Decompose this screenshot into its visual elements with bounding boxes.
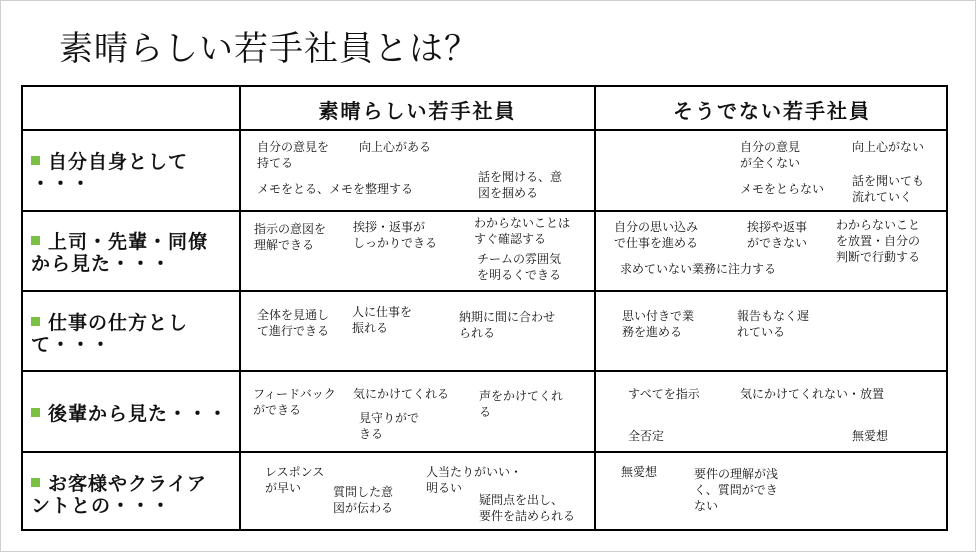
bullet-icon	[31, 317, 40, 326]
row-label-line1: 後輩から見た・・・	[48, 403, 229, 425]
row-divider	[23, 451, 946, 453]
column-divider	[594, 87, 596, 529]
good-trait: 向上心がある	[359, 140, 432, 154]
row-divider	[23, 210, 946, 212]
good-trait: 人当たりがいい・ 明るい	[426, 465, 523, 495]
row-label-line2: ・・・	[31, 173, 92, 195]
good-trait: レスポンス が早い	[265, 465, 325, 495]
slide-title: 素晴らしい若手社員とは？	[59, 29, 479, 69]
bad-trait: 挨拶や返事 ができない	[747, 220, 808, 250]
row-label-line2: ントとの・・・	[31, 495, 172, 517]
row-label-juniors	[31, 403, 236, 425]
good-trait: 人に仕事を 振れる	[352, 305, 413, 335]
good-trait: 全体を見通し て進行できる	[257, 308, 330, 338]
row-label-work-style	[31, 312, 236, 356]
bad-trait: 全否定	[628, 429, 665, 443]
bad-trait: 話を聞いても 流れていく	[852, 174, 925, 204]
column-header-good: 素晴らしい若手社員	[318, 98, 517, 123]
bullet-icon	[31, 156, 40, 165]
good-trait: 挨拶・返事が しっかりできる	[353, 220, 438, 250]
row-label-line1: 仕事の仕方とし	[48, 312, 189, 334]
bad-trait: すべてを指示	[628, 387, 700, 401]
good-trait: 疑問点を出し、 要件を詰められる	[479, 493, 576, 523]
bad-trait: 無愛想	[852, 429, 889, 443]
bad-trait: 求めていない業務に注力する	[620, 262, 777, 276]
bullet-icon	[31, 236, 40, 245]
good-trait: 質問した意 図が伝わる	[333, 485, 394, 515]
bad-trait: 自分の意見 が全くない	[740, 140, 801, 170]
good-trait: メモをとる、メモを整理する	[257, 182, 414, 196]
good-trait: 気にかけてくれる	[353, 387, 450, 401]
bad-trait: 思い付きで業 務を進める	[622, 309, 695, 339]
good-trait: 声をかけてくれ る	[479, 389, 564, 419]
row-label-superiors	[31, 231, 236, 275]
good-trait: チームの雰囲気 を明るくできる	[477, 252, 562, 282]
comparison-table	[21, 85, 948, 531]
bad-trait: メモをとらない	[740, 182, 825, 196]
row-label-line2: て・・・	[31, 334, 112, 356]
bad-trait: 向上心がない	[852, 140, 925, 154]
good-trait: 見守りがで きる	[359, 411, 420, 441]
column-divider	[239, 87, 241, 529]
good-trait: 指示の意図を 理解できる	[254, 222, 327, 252]
good-trait: 納期に間に合わせ られる	[459, 310, 556, 340]
row-label-line1: 上司・先輩・同僚	[48, 231, 209, 253]
bad-trait: わからないこと を放置・自分の 判断で行動する	[836, 218, 921, 264]
row-label-clients	[31, 473, 236, 517]
good-trait: フィードバック ができる	[253, 387, 336, 417]
row-label-line1: 自分自身として	[48, 151, 189, 173]
row-label-line2: から見た・・・	[31, 253, 172, 275]
row-label-self	[31, 151, 236, 195]
bad-trait: 気にかけてくれない・放置	[740, 387, 885, 401]
bullet-icon	[31, 478, 40, 487]
bad-trait: 要件の理解が浅 く、質問ができ ない	[694, 467, 779, 513]
bullet-icon	[31, 408, 40, 417]
bad-trait: 自分の思い込み で仕事を進める	[614, 220, 699, 250]
column-header-bad: そうでない若手社員	[673, 98, 871, 123]
row-label-line1: お客様やクライア	[48, 473, 207, 495]
row-divider	[23, 290, 946, 292]
bad-trait: 報告もなく遅 れている	[737, 309, 810, 339]
row-divider	[23, 370, 946, 372]
good-trait: 話を聞ける、意 図を掴める	[478, 170, 563, 200]
good-trait: わからないことは すぐ確認する	[474, 216, 571, 246]
bad-trait: 無愛想	[621, 465, 658, 479]
good-trait: 自分の意見を 持てる	[257, 140, 330, 170]
